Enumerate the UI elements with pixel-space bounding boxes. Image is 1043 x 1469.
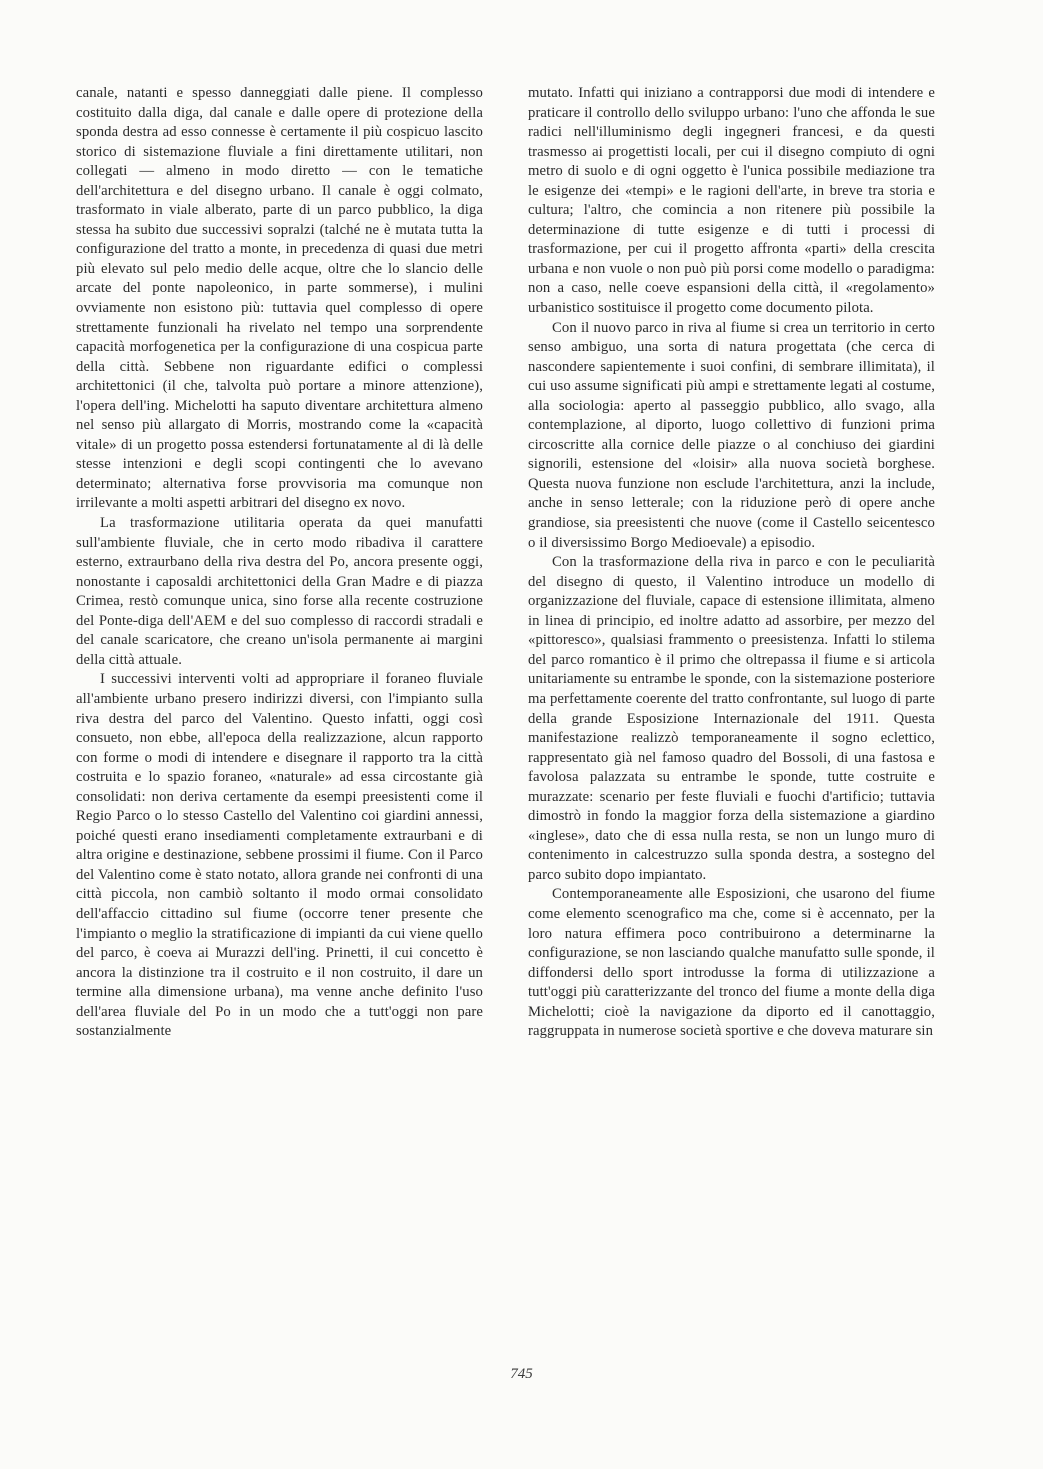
paragraph: La trasformazione utilitaria operata da quei manufatti sull'ambiente fluviale, che in certo modo ribadiva il carattere esterno, extraurbano della riva destra del Po, ancora presente oggi, nonostante i caposaldi architettonici della Gran Madre e di piazza Crimea, restò comunque unica, sino forse alla recente costruzione del Ponte-diga dell'AEM e del suo complesso di raccordi stradali e del canale scaricatore, che creano un'isola permanente ai margini della città attuale. bbox=[76, 515, 483, 668]
paragraph: Contemporaneamente alle Esposizioni, che usarono del fiume come elemento scenografico ma che, come si è accennato, per la loro natura effimera poco contribuirono a determinarne la configurazione, se non lasciando qualche manufatto sulle sponde, il diffondersi dello sport introdusse la forma di utilizzazione a tutt'oggi più caratterizzante del tronco del fiume a monte della diga Michelotti; cioè la navigazione da diporto ed il canottaggio, raggruppata in numerose società sportive e che doveva maturare sin bbox=[528, 886, 935, 1040]
paragraph: I successivi interventi volti ad appropriare il foraneo fluviale all'ambiente urbano presero indirizzi diversi, con l'impianto sulla riva destra del parco del Valentino. Questo infatti, oggi così consueto, non ebbe, all'epoca della realizzazione, alcun rapporto con forme o modi di intendere e disegnare il rapporto tra la città costruita e lo spazio foraneo, «naturale» ad essa circostante già consolidati: non deriva certamente da esempi preesistenti come il Regio Parco o lo stesso Castello del Valentino coi giardini annessi, poiché questi erano insediamenti completamente extraurbani e di altra origine e destinazione, sebbene prossimi il fiume. Con il Parco del Valentino come è stato notato, allora grande nei confronti di una città piccola, non cambiò soltanto il modo ormai consolidato dell'affaccio cittadino sul fiume (occorre tener presente che l'impianto o meglio la stratificazione di impianti da cui viene quello del parco, è coeva ai Murazzi dell'ing. Prinetti, il cui concetto è ancora la distinzione tra il costruito e il non costruito, il dare un termine alla dimensione urbana), ma venne anche definito l'uso dell'area fluviale del Po in un modo che a tutt'oggi non pare sostanzialmente bbox=[76, 671, 483, 1040]
paragraph-continued: canale, natanti e spesso danneggiati dalle piene. Il complesso costituito dalla diga, dal canale e dalle opere di protezione della sponda destra ad esso connesse è certamente il più cospicuo lascito storico di sistemazione fluviale a fini direttamente utilitari, non collegati — almeno in modo diretto — con le tematiche dell'architettura e del disegno urbano. Il canale è oggi colmato, trasformato in viale alberato, parte di un parco pubblico, la diga stessa ha subito due successivi sopralzi (talché ne è mutata tutta la configurazione del tratto a monte, in precedenza di quasi due metri più elevato sul pelo medio delle acque, oltre che lo slancio delle arcate del ponte napoleonico, in parte sommerse), i mulini ovviamente non esistono più: tuttavia quel complesso di opere strettamente funzionali ha rivelato nel tempo una sorprendente capacità morfogenetica per la configurazione di una cospicua parte della città. Sebbene non riguardante edifici o complessi architettonici (il che, talvolta può portare a minore attenzione), l'opera dell'ing. Michelotti ha saputo diventare architettura almeno nel senso più allargato di Morris, mostrando come la «capacità vitale» di un progetto possa estendersi fortunatamente al di là delle stesse intenzioni e degli scopi contingenti che lo avevano determinato; alternativa forse provvisoria ma comunque non irrilevante a molti aspetti arbitrari del disegno ex novo. bbox=[76, 85, 483, 512]
left-text-column bbox=[76, 84, 483, 1042]
right-text-column bbox=[528, 84, 935, 1042]
paragraph-continued: mutato. Infatti qui iniziano a contrapporsi due modi di intendere e praticare il controllo dello sviluppo urbano: l'uno che affonda le sue radici nell'illuminismo degli ingegneri francesi, e da questi trasmesso ai progettisti locali, per cui il disegno compiuto di ogni metro di suolo e di ogni oggetto è l'unica possibile mediazione tra le esigenze dei «tempi» e le ragioni dell'arte, in breve tra storia e cultura; l'altro, che comincia a non ritenere più possibile la determinazione di tutte esigenze e di tutti i processi di trasformazione, per cui il progetto affronta «parti» della crescita urbana e non vuole o non può più porsi come modello o paradigma: non a caso, nelle coeve espansioni della città, il «regolamento» urbanistico sostituisce il progetto come documento pilota. bbox=[528, 85, 935, 317]
page-number: 745 bbox=[510, 1366, 533, 1382]
paragraph: Con il nuovo parco in riva al fiume si crea un territorio in certo senso ambiguo, una sorta di natura progettata (che cerca di nascondere sapientemente i suoi confini, di sembrare illimitata), il cui uso assume significati più ampi e strettamente legati al costume, alla sociologia: aperto al passeggio pubblico, allo svago, alla contemplazione, al diporto, luogo collettivo di funzioni prima circoscritte alla cornice delle piazze o al conchiuso dei giardini signorili, estensione del «loisir» alla nuova società borghese. Questa nuova funzione non esclude l'architettura, anzi la include, anche in senso letterale; con la riduzione però di opere anche grandiose, sia preesistenti che nuove (come il Castello seicentesco o il diversissimo Borgo Medioevale) a episodio. bbox=[528, 319, 935, 551]
paragraph: Con la trasformazione della riva in parco e con le peculiarità del disegno di questo, il Valentino introduce un modello di organizzazione del fluviale, capace di estensione illimitata, almeno in linea di principio, ed inoltre adatto ad assorbire, per mezzo del «pittoresco», qualsiasi frammento o preesistenza. Infatti lo stilema del parco romantico è il primo che oltrepassa il fiume e si articola unitariamente su entrambe le sponde, con la sistemazione posteriore ma perfettamente coerente del tratto confrontante, sul luogo di parte della grande Esposizione Internazionale del 1911. Questa manifestazione realizzò temporaneamente il sogno eclettico, rappresentato già nel famoso quadro del Bossoli, di una fastosa e favolosa palazzata su entrambe le sponde, tutte costruite e murazzate: scenario per feste fluviali e fuochi d'artificio; tuttavia dimostrò in fondo la maggior forza della sistemazione a giardino «inglese», dato che di essa nulla resta, se non un lungo muro di contenimento in calcestruzzo sulla sponda destra, a sostegno del parco subito dopo impiantato. bbox=[528, 554, 935, 883]
